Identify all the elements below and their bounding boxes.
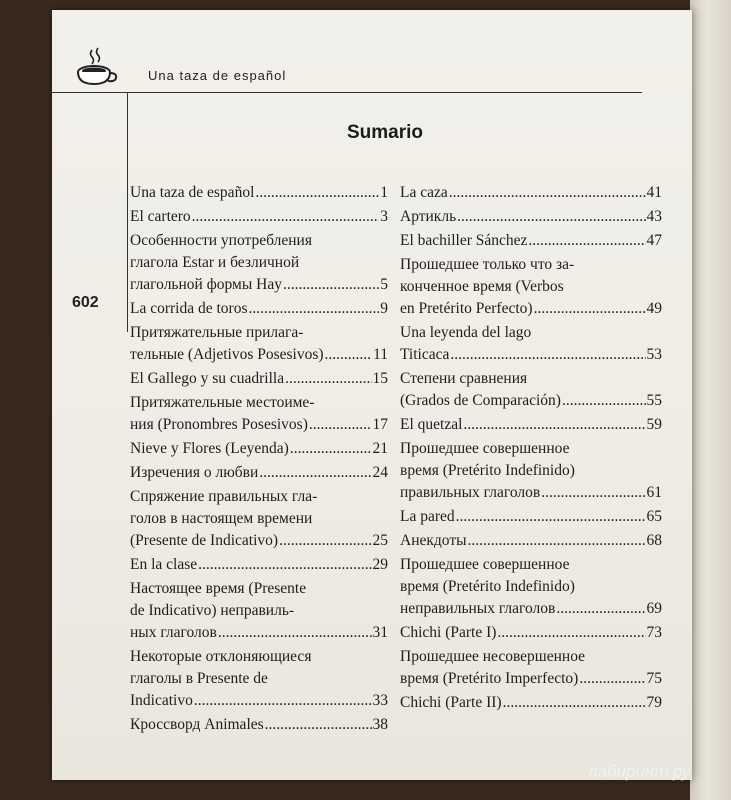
toc-entry-title-line: Chichi (Parte I): [400, 624, 497, 641]
toc-entry-page: 79: [646, 694, 662, 711]
toc-entry[interactable]: [400, 230, 662, 252]
toc-entry-page: 73: [646, 624, 662, 641]
toc-entry-title-line: голов в настоящем времени: [130, 510, 313, 527]
dot-leader: [556, 598, 645, 620]
toc-entry-title-line: Прошедшее совершенное: [400, 440, 570, 457]
toc-entry[interactable]: [130, 554, 388, 576]
toc-entry-title-line: El cartero: [130, 208, 191, 225]
toc-entry[interactable]: [130, 714, 388, 736]
toc-entry-title-line: Артикль: [400, 208, 457, 225]
coffee-cup-icon: [74, 46, 118, 86]
toc-entry[interactable]: [400, 622, 662, 644]
toc-entry-page: 69: [646, 600, 662, 617]
margin-rule: [127, 92, 128, 332]
dot-leader: [541, 482, 645, 504]
toc-entry[interactable]: [130, 322, 388, 366]
toc-entry-page: 59: [646, 416, 662, 433]
toc-entry[interactable]: [400, 554, 662, 620]
toc-entry-page: 3: [380, 208, 388, 225]
toc-entry-title-line: ния (Pronombres Posesivos): [130, 416, 308, 433]
dot-leader: [449, 182, 646, 204]
toc-entry-title-line: Прошедшее совершенное: [400, 556, 570, 573]
toc-entry-title-line: El Gallego y su cuadrilla: [130, 370, 285, 387]
toc-entry-title-line: Степени сравнения: [400, 370, 528, 387]
toc-entry-page: 29: [372, 556, 388, 573]
toc-entry-page: 43: [646, 208, 662, 225]
dot-leader: [468, 530, 646, 552]
toc-entry-page: 53: [646, 346, 662, 363]
dot-leader: [325, 344, 373, 366]
toc-entry[interactable]: [130, 646, 388, 712]
toc-entry-title-line: (Grados de Comparación): [400, 392, 561, 409]
toc-entry-title-line: неправильных глаголов: [400, 600, 556, 617]
dot-leader: [497, 622, 645, 644]
toc-entry-title-line: тельные (Adjetivos Posesivos): [130, 346, 324, 363]
toc-entry-title-line: время (Pretérito Indefinido): [400, 578, 575, 595]
adjacent-book-edge: [690, 0, 731, 800]
toc-entry-title-line: глагольной формы Hay: [130, 276, 282, 293]
toc-left-column: [130, 182, 388, 738]
toc-entry[interactable]: [400, 646, 662, 690]
toc-entry[interactable]: [400, 368, 662, 412]
toc-entry[interactable]: [130, 438, 388, 460]
toc-entry-title-line: Nieve y Flores (Leyenda): [130, 440, 289, 457]
toc-entry-title-line: Анекдоты: [400, 532, 467, 549]
toc-entry-page: 49: [646, 300, 662, 317]
dot-leader: [457, 206, 645, 228]
dot-leader: [265, 714, 372, 736]
toc-entry-title-line: глагола Estar и безличной: [130, 254, 300, 271]
page-number: 602: [72, 294, 99, 311]
toc-title: Sumario: [347, 122, 424, 143]
toc-entry-page: 38: [372, 716, 388, 733]
toc-entry[interactable]: [400, 506, 662, 528]
toc-entry-page: 24: [372, 464, 388, 481]
toc-entry-page: 25: [372, 532, 388, 549]
toc-entry-title-line: La caza: [400, 184, 448, 201]
book-page: [52, 10, 692, 780]
toc-entry-title-line: Притяжательные прилага-: [130, 324, 304, 341]
toc-entry-title-line: Кроссворд Animales: [130, 716, 264, 733]
toc-entry-title-line: Прошедшее несовершенное: [400, 648, 586, 665]
toc-entry-page: 21: [372, 440, 388, 457]
dot-leader: [283, 274, 379, 296]
toc-entry-page: 15: [372, 370, 388, 387]
toc-entry[interactable]: [400, 414, 662, 436]
toc-entry-title-line: La corrida de toros: [130, 300, 248, 317]
toc-entry-title-line: El quetzal: [400, 416, 463, 433]
toc-entry-page: 1: [380, 184, 388, 201]
toc-entry[interactable]: [400, 254, 662, 320]
toc-entry-title-line: правильных глаголов: [400, 484, 541, 501]
dot-leader: [450, 344, 645, 366]
toc-entry-title-line: Una leyenda del lago: [400, 324, 532, 341]
toc-entry[interactable]: [400, 438, 662, 504]
toc-entry-title-line: Titicaca: [400, 346, 450, 363]
toc-entry-title-line: Спряжение правильных гла-: [130, 488, 318, 505]
dot-leader: [218, 622, 372, 644]
toc-entry[interactable]: [400, 182, 662, 204]
dot-leader: [456, 506, 646, 528]
running-header: Una taza de español: [148, 68, 287, 83]
watermark: лабиринт.ру: [588, 762, 691, 781]
dot-leader: [290, 438, 372, 460]
toc-entry-title-line: de Indicativo) неправиль-: [130, 602, 295, 619]
toc-entry-page: 55: [646, 392, 662, 409]
toc-entry-title-line: Una taza de español: [130, 184, 255, 201]
dot-leader: [528, 230, 645, 252]
toc-entry-title-line: Прошедшее только что за-: [400, 256, 575, 273]
dot-leader: [194, 690, 372, 712]
toc-entry-page: 17: [372, 416, 388, 433]
toc-entry[interactable]: [130, 486, 388, 552]
toc-entry-page: 61: [646, 484, 662, 501]
dot-leader: [579, 668, 645, 690]
toc-entry-title-line: Изречения о любви: [130, 464, 259, 481]
toc-entry-page: 75: [646, 670, 662, 687]
toc-entry[interactable]: [130, 462, 388, 484]
toc-entry-title-line: La pared: [400, 508, 455, 525]
toc-entry[interactable]: [400, 692, 662, 714]
toc-entry[interactable]: [130, 578, 388, 644]
header-rule: [52, 92, 642, 93]
toc-entry-title-line: глаголы в Presente de: [130, 670, 268, 687]
dot-leader: [534, 298, 646, 320]
toc-entry-title-line: Притяжательные местоиме-: [130, 394, 315, 411]
toc-entry-title-line: Некоторые отклоняющиеся: [130, 648, 312, 665]
dot-leader: [255, 182, 379, 204]
toc-entry-title-line: ных глаголов: [130, 624, 217, 641]
toc-entry-page: 11: [373, 346, 388, 363]
toc-entry-page: 5: [380, 276, 388, 293]
toc-entry-title-line: конченное время (Verbos: [400, 278, 564, 295]
toc-entry-title-line: en Pretérito Perfecto): [400, 300, 533, 317]
toc-entry-page: 31: [372, 624, 388, 641]
toc-entry-page: 9: [380, 300, 388, 317]
dot-leader: [249, 298, 380, 320]
toc-entry-title-line: Особенности употребления: [130, 232, 312, 249]
toc-right-column: [400, 182, 662, 716]
toc-entry-page: 41: [646, 184, 662, 201]
toc-entry[interactable]: [400, 322, 662, 366]
dot-leader: [285, 368, 371, 390]
toc-entry-page: 68: [646, 532, 662, 549]
toc-entry-page: 33: [372, 692, 388, 709]
dot-leader: [463, 414, 645, 436]
toc-entry[interactable]: [130, 298, 388, 320]
toc-entry[interactable]: [130, 182, 388, 204]
toc-entry-page: 65: [646, 508, 662, 525]
dot-leader: [503, 692, 646, 714]
toc-entry-title-line: время (Pretérito Indefinido): [400, 462, 575, 479]
dot-leader: [309, 414, 372, 436]
dot-leader: [192, 206, 380, 228]
toc-entry[interactable]: [400, 206, 662, 228]
toc-entry[interactable]: [130, 392, 388, 436]
toc-entry[interactable]: [400, 530, 662, 552]
toc-entry-title-line: El bachiller Sánchez: [400, 232, 528, 249]
toc-entry-page: 47: [646, 232, 662, 249]
toc-entry[interactable]: [130, 230, 388, 296]
toc-entry-title-line: En la clase: [130, 556, 198, 573]
dot-leader: [279, 530, 371, 552]
dot-leader: [259, 462, 371, 484]
toc-entry-title-line: Настоящее время (Presente: [130, 580, 307, 597]
dot-leader: [562, 390, 646, 412]
toc-entry-title-line: Chichi (Parte II): [400, 694, 502, 711]
toc-entry-title-line: Indicativo: [130, 692, 193, 709]
dot-leader: [198, 554, 371, 576]
toc-entry[interactable]: [130, 368, 388, 390]
toc-entry-title-line: время (Pretérito Imperfecto): [400, 670, 579, 687]
toc-entry-title-line: (Presente de Indicativo): [130, 532, 279, 549]
toc-entry[interactable]: [130, 206, 388, 228]
